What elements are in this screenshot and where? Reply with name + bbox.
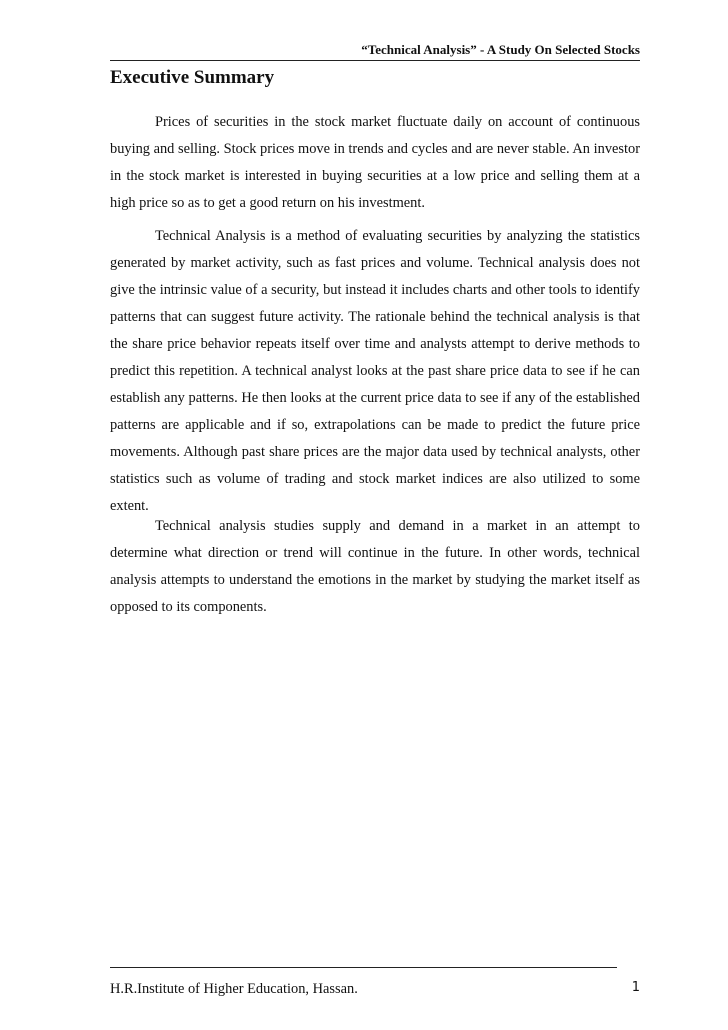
page-number: 1 (631, 980, 640, 995)
header-divider (110, 60, 640, 61)
footer-institution: H.R.Institute of Higher Education, Hassan. (110, 981, 358, 997)
paragraph-2: Technical Analysis is a method of evaluating securities by analyzing the statistics generated by market activity, such as fast prices and volume. Technical analysis does not give the intrinsic value of a security, but instead it includes charts and other tools to identify patterns that can suggest future activity. The rationale behind the technical analysis is that the share price behavior repeats itself over time and analysts attempt to derive methods to predict this repetition. A technical analyst looks at the past share price data to see if he can establish any patterns. He then looks at the current price data to see if any of the established patterns are applicable and if so, extrapolations can be made to predict the future price movements. Although past share prices are the major data used by technical analysts, other statistics such as volume of trading and stock market indices are also utilized to some extent. (110, 228, 640, 514)
paragraph-3: Technical analysis studies supply and demand in a market in an attempt to determine what direction or trend will continue in the future. In other words, technical analysis attempts to understand the emotions in the market by studying the market itself as opposed to its components. (110, 518, 640, 615)
running-header-title: “Technical Analysis” - A Study On Selected Stocks (361, 42, 640, 57)
footer-divider (110, 967, 617, 968)
section-heading: Executive Summary (110, 67, 275, 88)
paragraph-1: Prices of securities in the stock market fluctuate daily on account of continuous buying and selling. Stock prices move in trends and cycles and are never stable. An investor in the stock market is interested in buying securities at a low price and selling them at a high price so as to get a good return on his investment. (110, 114, 640, 211)
